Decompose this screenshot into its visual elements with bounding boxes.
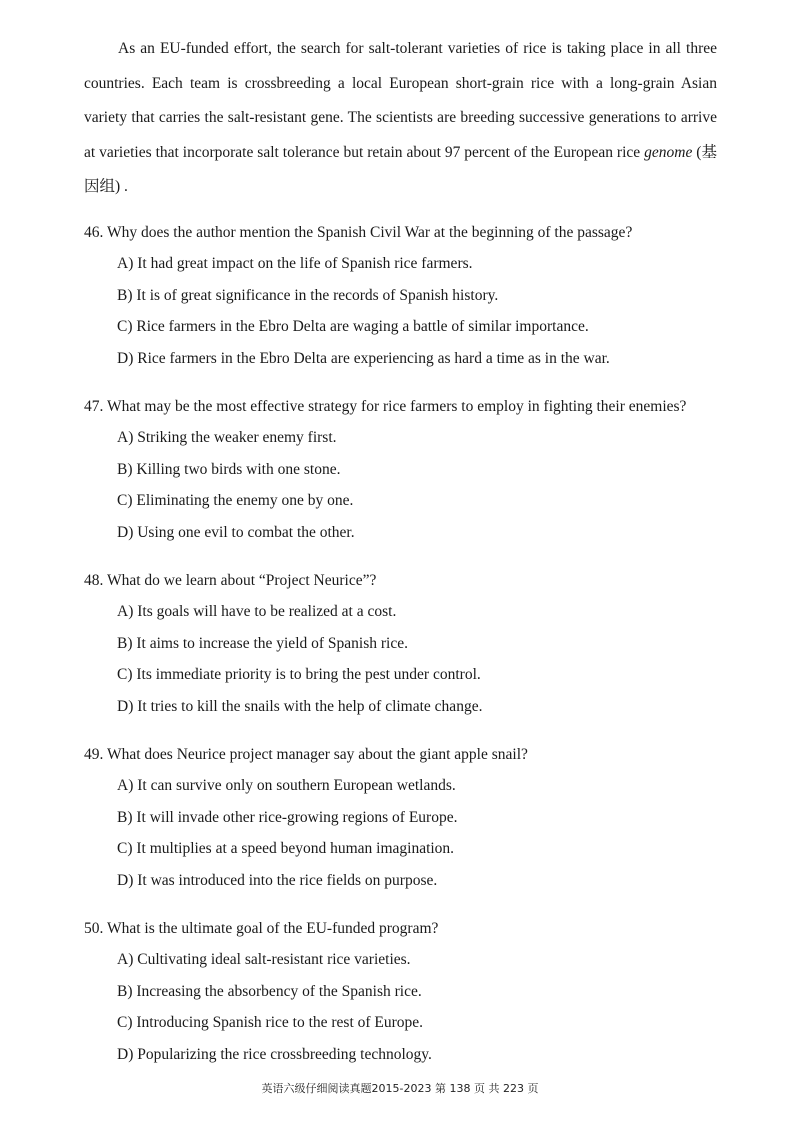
- option-a: A) Striking the weaker enemy first.: [117, 429, 337, 446]
- passage-term: genome: [644, 143, 693, 161]
- option-c: C) It multiplies at a speed beyond human imagination.: [117, 840, 455, 857]
- question-49: [84, 739, 744, 896]
- option-d: D) Rice farmers in the Ebro Delta are experiencing as hard a time as in the war.: [117, 349, 610, 367]
- question-stem: 49. What does Neurice project manager say about the giant apple snail?: [84, 746, 528, 763]
- option-c: C) Its immediate priority is to bring the pest under control.: [117, 666, 481, 683]
- option-c: C) Eliminating the enemy one by one.: [117, 492, 354, 509]
- question-stem: 48. What do we learn about “Project Neurice”?: [84, 572, 377, 589]
- question-stem: 47. What may be the most effective strategy for rice farmers to employ in fighting their enemies?: [84, 398, 687, 415]
- option-a: A) Cultivating ideal salt-resistant rice varieties.: [117, 951, 411, 968]
- option-c: C) Rice farmers in the Ebro Delta are waging a battle of similar importance.: [117, 318, 589, 335]
- question-stem: 50. What is the ultimate goal of the EU-funded program?: [84, 920, 439, 937]
- option-c: C) Introducing Spanish rice to the rest of Europe.: [117, 1014, 424, 1031]
- option-a: A) It can survive only on southern European wetlands.: [117, 777, 456, 794]
- question-list: [84, 217, 744, 1087]
- page-footer: 英语六级仔细阅读真题2015-2023 第 138 页 共 223 页: [261, 1082, 539, 1095]
- option-a: A) It had great impact on the life of Spanish rice farmers.: [117, 255, 473, 272]
- option-d: D) Using one evil to combat the other.: [117, 523, 355, 541]
- option-d: D) Popularizing the rice crossbreeding technology.: [117, 1045, 432, 1063]
- option-b: B) Killing two birds with one stone.: [117, 460, 341, 478]
- passage-gloss: (基因组) .: [84, 143, 718, 195]
- passage-paragraph: [84, 32, 717, 205]
- option-b: B) It aims to increase the yield of Spanish rice.: [117, 634, 408, 652]
- question-48: [84, 565, 744, 722]
- option-b: B) It is of great significance in the records of Spanish history.: [117, 286, 499, 304]
- option-b: B) Increasing the absorbency of the Spanish rice.: [117, 982, 422, 1000]
- question-47: [84, 391, 744, 548]
- question-46: [84, 217, 744, 374]
- question-50: [84, 913, 744, 1070]
- option-a: A) Its goals will have to be realized at a cost.: [117, 603, 397, 620]
- option-b: B) It will invade other rice-growing regions of Europe.: [117, 808, 458, 826]
- option-d: D) It was introduced into the rice fields on purpose.: [117, 871, 438, 889]
- question-stem: 46. Why does the author mention the Spanish Civil War at the beginning of the passage?: [84, 224, 633, 241]
- passage-text: As an EU-funded effort, the search for salt-tolerant varieties of rice is taking place in all three countries. Each team is crossbreeding a local European short-grain rice with a long-grain Asian variety that carries the salt-resistant gene. The scientists are breeding successive generations to arrive at varieties that incorporate salt tolerance but retain about 97 percent of the European rice: [84, 40, 717, 161]
- option-d: D) It tries to kill the snails with the help of climate change.: [117, 697, 483, 715]
